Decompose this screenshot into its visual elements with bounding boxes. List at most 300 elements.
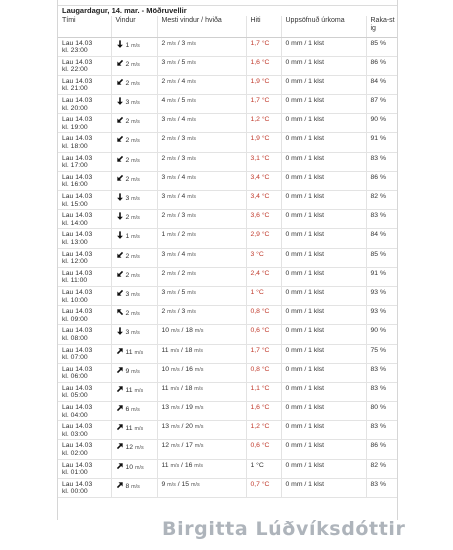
wind-unit: m/s [131,215,140,222]
table-row [58,267,398,286]
gust-unit: m/s [187,117,196,124]
wind-direction-arrow-icon [116,366,124,374]
wind-speed: 3 [125,99,130,107]
row-day: Lau 14.03 [62,288,93,296]
table-row [58,344,398,363]
mean-wind: 2 [161,308,166,316]
row-hour: kl. 10:00 [62,296,88,304]
wind-speed: 3 [125,329,130,337]
temp-cell: 1 °C [246,286,281,305]
wind-direction-arrow-icon [116,251,124,259]
wind-cell [111,152,157,171]
wind-speed: 6 [125,406,130,414]
wind-unit: m/s [131,157,140,164]
wind-direction-arrow-icon [116,308,124,316]
mean-wind-unit: m/s [167,270,176,277]
wind-unit: m/s [131,253,140,260]
row-day: Lau 14.03 [62,346,93,354]
table-row [58,306,398,325]
precip-cell: 0 mm / 1 klst [281,402,366,421]
gust-cell: 11 m/s / 16 m/s [157,459,246,478]
row-day: Lau 14.03 [62,250,93,258]
gust-unit: m/s [190,481,200,488]
mean-wind-unit: m/s [167,194,176,200]
wind-unit: m/s [131,368,140,375]
wind-direction-arrow-icon [116,347,124,355]
wind-speed: 2 [125,310,130,318]
wind-cell [111,325,157,344]
gust-speed: 15 [181,480,190,488]
precip-cell: 0 mm / 1 klst [281,363,366,382]
precip-cell: 0 mm / 1 klst [281,133,366,152]
row-day: Lau 14.03 [62,116,93,124]
mean-wind-unit: m/s [170,424,180,431]
table-row [58,114,398,133]
gust-cell: 1 m/s / 2 m/s [157,229,246,248]
row-hour: kl. 23:00 [62,47,88,55]
row-day: Lau 14.03 [62,308,93,316]
gust-speed: 4 [181,193,186,200]
mean-wind-unit: m/s [167,59,176,66]
table-row [58,325,398,344]
row-hour: kl. 16:00 [62,181,88,189]
gust-unit: m/s [194,443,204,450]
wind-unit: m/s [131,272,140,279]
wind-speed: 1 [125,41,130,49]
mean-wind-unit: m/s [167,213,176,220]
wind-speed: 10 [125,463,134,471]
table-row [58,56,398,75]
humidity-cell: 82 % [366,191,398,210]
wind-cell [111,267,157,286]
precip-cell: 0 mm / 1 klst [281,382,366,401]
temp-cell: 1,9 °C [246,133,281,152]
temp-cell: 0,6 °C [246,440,281,459]
humidity-cell: 82 % [366,459,398,478]
wind-speed: 11 [125,386,133,394]
gust-unit: m/s [194,328,204,335]
row-day: Lau 14.03 [62,442,93,450]
table-row [58,95,398,114]
mean-wind: 2 [161,39,166,47]
humidity-cell: 84 % [366,229,398,248]
row-hour: kl. 00:00 [62,488,88,496]
table-row [58,171,398,190]
table-row [58,440,398,459]
mean-wind-unit: m/s [167,136,176,143]
wind-direction-arrow-icon [116,174,124,182]
precip-cell: 0 mm / 1 klst [281,306,366,325]
gust-speed: 3 [181,308,186,316]
gust-cell: 2 m/s / 4 m/s [157,75,246,94]
wind-cell [111,478,157,497]
wind-cell [111,210,157,229]
wind-unit: m/s [134,464,144,471]
wind-direction-arrow-icon [116,442,124,450]
wind-speed: 1 [125,233,130,241]
wind-speed: 2 [125,79,130,87]
temp-cell: 1,2 °C [246,421,281,440]
row-hour: kl. 03:00 [62,430,88,438]
wind-direction-arrow-icon [116,135,124,143]
temp-cell: 2,9 °C [246,229,281,248]
gust-cell: 11 m/s / 18 m/s [157,344,246,363]
row-day: Lau 14.03 [62,154,93,162]
row-hour: kl. 21:00 [62,85,88,93]
temp-cell: 0,6 °C [246,325,281,344]
wind-cell [111,133,157,152]
table-row [58,229,398,248]
humidity-cell: 83 % [366,478,398,497]
wind-speed: 3 [125,290,130,298]
precip-cell: 0 mm / 1 klst [281,248,366,267]
wind-unit: m/s [131,330,140,337]
watermark-text: Birgitta Lúðvíksdóttir [162,518,406,540]
row-day: Lau 14.03 [62,269,93,277]
mean-wind: 3 [161,173,166,181]
time-cell [58,440,111,459]
mean-wind: 9 [161,480,166,488]
gust-unit: m/s [194,347,203,354]
humidity-cell: 84 % [366,75,398,94]
row-day: Lau 14.03 [62,135,93,143]
wind-cell [111,75,157,94]
mean-wind-unit: m/s [170,347,180,354]
temp-cell: 3,4 °C [246,171,281,190]
mean-wind-unit: m/s [167,232,176,239]
row-hour: kl. 01:00 [62,469,88,477]
mean-wind: 2 [161,212,166,220]
row-day: Lau 14.03 [62,173,93,181]
wind-cell [111,114,157,133]
gust-unit: m/s [187,289,196,296]
wind-cell [111,37,157,56]
row-hour: kl. 04:00 [62,411,88,419]
row-hour: kl. 07:00 [62,354,88,362]
row-hour: kl. 13:00 [62,238,88,246]
temp-cell: 1,7 °C [246,37,281,56]
wind-direction-arrow-icon [116,231,124,239]
gust-cell: 10 m/s / 16 m/s [157,363,246,382]
mean-wind: 13 [161,404,170,412]
gust-unit: m/s [187,174,196,181]
gust-speed: 3 [181,212,186,220]
mean-wind: 12 [161,442,170,450]
table-row [58,152,398,171]
table-row [58,402,398,421]
time-cell [58,325,111,344]
wind-cell [111,286,157,305]
mean-wind-unit: m/s [170,366,180,373]
row-hour: kl. 17:00 [62,162,88,170]
time-cell [58,306,111,325]
mean-wind-unit: m/s [167,78,176,85]
header-gust: Mesti vindur / hviða [157,16,246,37]
humidity-cell: 86 % [366,171,398,190]
wind-cell [111,421,157,440]
mean-wind-unit: m/s [170,405,180,412]
mean-wind-unit: m/s [170,462,180,469]
time-cell [58,402,111,421]
time-cell [58,382,111,401]
mean-wind: 3 [161,193,166,200]
precip-cell: 0 mm / 1 klst [281,459,366,478]
precip-cell: 0 mm / 1 klst [281,344,366,363]
mean-wind: 4 [161,97,166,105]
wind-cell [111,248,157,267]
wind-speed: 2 [125,175,130,183]
wind-speed: 11 [125,348,133,356]
wind-cell [111,306,157,325]
humidity-cell: 83 % [366,421,398,440]
wind-direction-arrow-icon [116,40,124,48]
mean-wind: 10 [161,365,170,373]
table-row [58,363,398,382]
gust-speed: 18 [184,346,193,354]
humidity-cell: 91 % [366,267,398,286]
row-day: Lau 14.03 [62,327,93,335]
gust-speed: 20 [185,423,193,431]
gust-unit: m/s [187,155,196,162]
row-hour: kl. 14:00 [62,219,88,227]
temp-cell: 1,7 °C [246,95,281,114]
wind-unit: m/s [131,291,140,298]
row-day: Lau 14.03 [62,461,93,469]
gust-speed: 4 [181,173,186,181]
row-day: Lau 14.03 [62,58,93,66]
wind-direction-arrow-icon [116,155,124,163]
gust-cell: 3 m/s / 5 m/s [157,286,246,305]
mean-wind-unit: m/s [167,155,176,162]
wind-speed: 2 [125,214,130,222]
temp-cell: 1,7 °C [246,344,281,363]
table-row [58,37,398,56]
wind-direction-arrow-icon [116,404,124,412]
gust-unit: m/s [194,462,203,469]
row-hour: kl. 18:00 [62,143,88,151]
header-humidity: Raka-stig [366,16,398,37]
gust-cell: 2 m/s / 3 m/s [157,152,246,171]
gust-cell: 13 m/s / 20 m/s [157,421,246,440]
wind-unit: m/s [131,311,140,318]
row-hour: kl. 09:00 [62,315,88,323]
wind-direction-arrow-icon [116,116,124,124]
gust-unit: m/s [187,309,196,316]
humidity-cell: 90 % [366,114,398,133]
gust-cell: 2 m/s / 2 m/s [157,267,246,286]
gust-cell: 3 m/s / 4 m/s [157,114,246,133]
wind-unit: m/s [131,42,140,49]
table-body [58,37,398,498]
table-header-row [58,16,398,37]
time-cell [58,114,111,133]
time-cell [58,421,111,440]
gust-speed: 18 [184,384,193,392]
wind-unit: m/s [131,483,140,490]
row-day: Lau 14.03 [62,404,93,412]
precip-cell: 0 mm / 1 klst [281,440,366,459]
time-cell [58,478,111,497]
time-cell [58,133,111,152]
precip-cell: 0 mm / 1 klst [281,191,366,210]
wind-unit: m/s [131,138,140,145]
table-row [58,478,398,497]
table-row [58,191,398,210]
mean-wind: 1 [161,231,166,239]
mean-wind-unit: m/s [170,385,180,392]
row-hour: kl. 05:00 [62,392,88,400]
row-day: Lau 14.03 [62,193,93,200]
wind-unit: m/s [131,196,140,202]
row-hour: kl. 20:00 [62,104,88,112]
weather-table [58,16,398,498]
precip-cell: 0 mm / 1 klst [281,229,366,248]
wind-speed: 11 [125,425,133,433]
wind-unit: m/s [134,387,144,394]
precip-cell: 0 mm / 1 klst [281,37,366,56]
temp-cell: 1,9 °C [246,75,281,94]
wind-unit: m/s [131,407,140,414]
gust-cell: 3 m/s / 4 m/s [157,248,246,267]
wind-direction-arrow-icon [116,385,124,393]
header-time: Tími [58,16,111,37]
row-hour: kl. 11:00 [62,277,88,285]
wind-direction-arrow-icon [116,97,124,105]
table-row [58,286,398,305]
time-cell [58,363,111,382]
wind-direction-arrow-icon [116,327,124,335]
gust-unit: m/s [187,232,196,239]
precip-cell: 0 mm / 1 klst [281,152,366,171]
wind-speed: 2 [125,118,130,126]
gust-cell: 2 m/s / 3 m/s [157,306,246,325]
gust-cell: 11 m/s / 18 m/s [157,382,246,401]
mean-wind-unit: m/s [167,251,176,258]
gust-unit: m/s [187,78,196,85]
temp-cell: 3,4 °C [246,191,281,210]
humidity-cell: 86 % [366,56,398,75]
table-row [58,75,398,94]
gust-cell: 3 m/s / 4 m/s [157,171,246,190]
humidity-cell: 83 % [366,152,398,171]
row-day: Lau 14.03 [62,231,93,239]
precip-cell: 0 mm / 1 klst [281,421,366,440]
row-hour: kl. 12:00 [62,258,88,266]
humidity-cell: 91 % [366,133,398,152]
gust-speed: 3 [181,39,186,47]
precip-cell: 0 mm / 1 klst [281,325,366,344]
wind-direction-arrow-icon [116,212,124,220]
wind-cell [111,191,157,210]
wind-speed: 8 [125,482,130,490]
time-cell [58,286,111,305]
mean-wind: 11 [161,384,169,392]
mean-wind: 2 [161,269,166,277]
temp-cell: 1,6 °C [246,56,281,75]
gust-speed: 5 [181,58,186,66]
gust-speed: 3 [181,135,186,143]
table-row [58,210,398,229]
wind-speed: 2 [125,252,130,260]
gust-speed: 16 [185,365,193,373]
mean-wind-unit: m/s [167,481,176,488]
time-cell [58,210,111,229]
wind-direction-arrow-icon [116,59,124,67]
wind-unit: m/s [134,426,144,433]
row-day: Lau 14.03 [62,77,93,85]
temp-cell: 0,7 °C [246,478,281,497]
humidity-cell: 85 % [366,37,398,56]
precip-cell: 0 mm / 1 klst [281,286,366,305]
row-day: Lau 14.03 [62,480,93,488]
gust-unit: m/s [187,270,196,277]
wind-cell [111,344,157,363]
gust-speed: 16 [184,461,193,469]
mean-wind-unit: m/s [170,328,180,335]
row-hour: kl. 19:00 [62,123,88,131]
gust-speed: 2 [181,231,186,239]
row-day: Lau 14.03 [62,423,93,431]
wind-cell [111,56,157,75]
wind-direction-arrow-icon [116,423,124,431]
wind-speed: 2 [125,60,130,68]
wind-speed: 2 [125,137,130,145]
wind-unit: m/s [131,176,140,183]
mean-wind: 3 [161,58,166,66]
mean-wind: 11 [161,346,169,354]
wind-cell [111,95,157,114]
time-cell [58,75,111,94]
mean-wind-unit: m/s [170,443,180,450]
wind-cell [111,229,157,248]
mean-wind-unit: m/s [167,40,176,47]
time-cell [58,267,111,286]
gust-speed: 19 [185,404,193,412]
mean-wind: 13 [161,423,170,431]
gust-speed: 5 [181,97,186,105]
wind-direction-arrow-icon [116,78,124,86]
wind-speed: 9 [125,367,130,375]
row-hour: kl. 06:00 [62,373,88,381]
temp-cell: 3,6 °C [246,210,281,229]
wind-direction-arrow-icon [116,193,124,201]
table-row [58,382,398,401]
precip-cell: 0 mm / 1 klst [281,267,366,286]
gust-cell: 2 m/s / 3 m/s [157,133,246,152]
table-row [58,421,398,440]
gust-speed: 4 [181,116,186,124]
humidity-cell: 75 % [366,344,398,363]
gust-speed: 17 [185,442,193,450]
wind-speed: 2 [125,271,130,279]
wind-unit: m/s [134,445,144,452]
wind-direction-arrow-icon [116,462,124,470]
mean-wind: 2 [161,135,166,143]
mean-wind-unit: m/s [167,309,176,316]
gust-cell: 9 m/s / 15 m/s [157,478,246,497]
gust-unit: m/s [194,385,203,392]
gust-speed: 4 [181,250,186,258]
gust-cell: 12 m/s / 17 m/s [157,440,246,459]
mean-wind-unit: m/s [167,174,176,181]
table-row [58,459,398,478]
precip-cell: 0 mm / 1 klst [281,478,366,497]
temp-cell: 1 °C [246,459,281,478]
mean-wind-unit: m/s [167,289,176,296]
gust-unit: m/s [187,251,196,258]
humidity-cell: 83 % [366,382,398,401]
gust-speed: 4 [181,77,186,85]
